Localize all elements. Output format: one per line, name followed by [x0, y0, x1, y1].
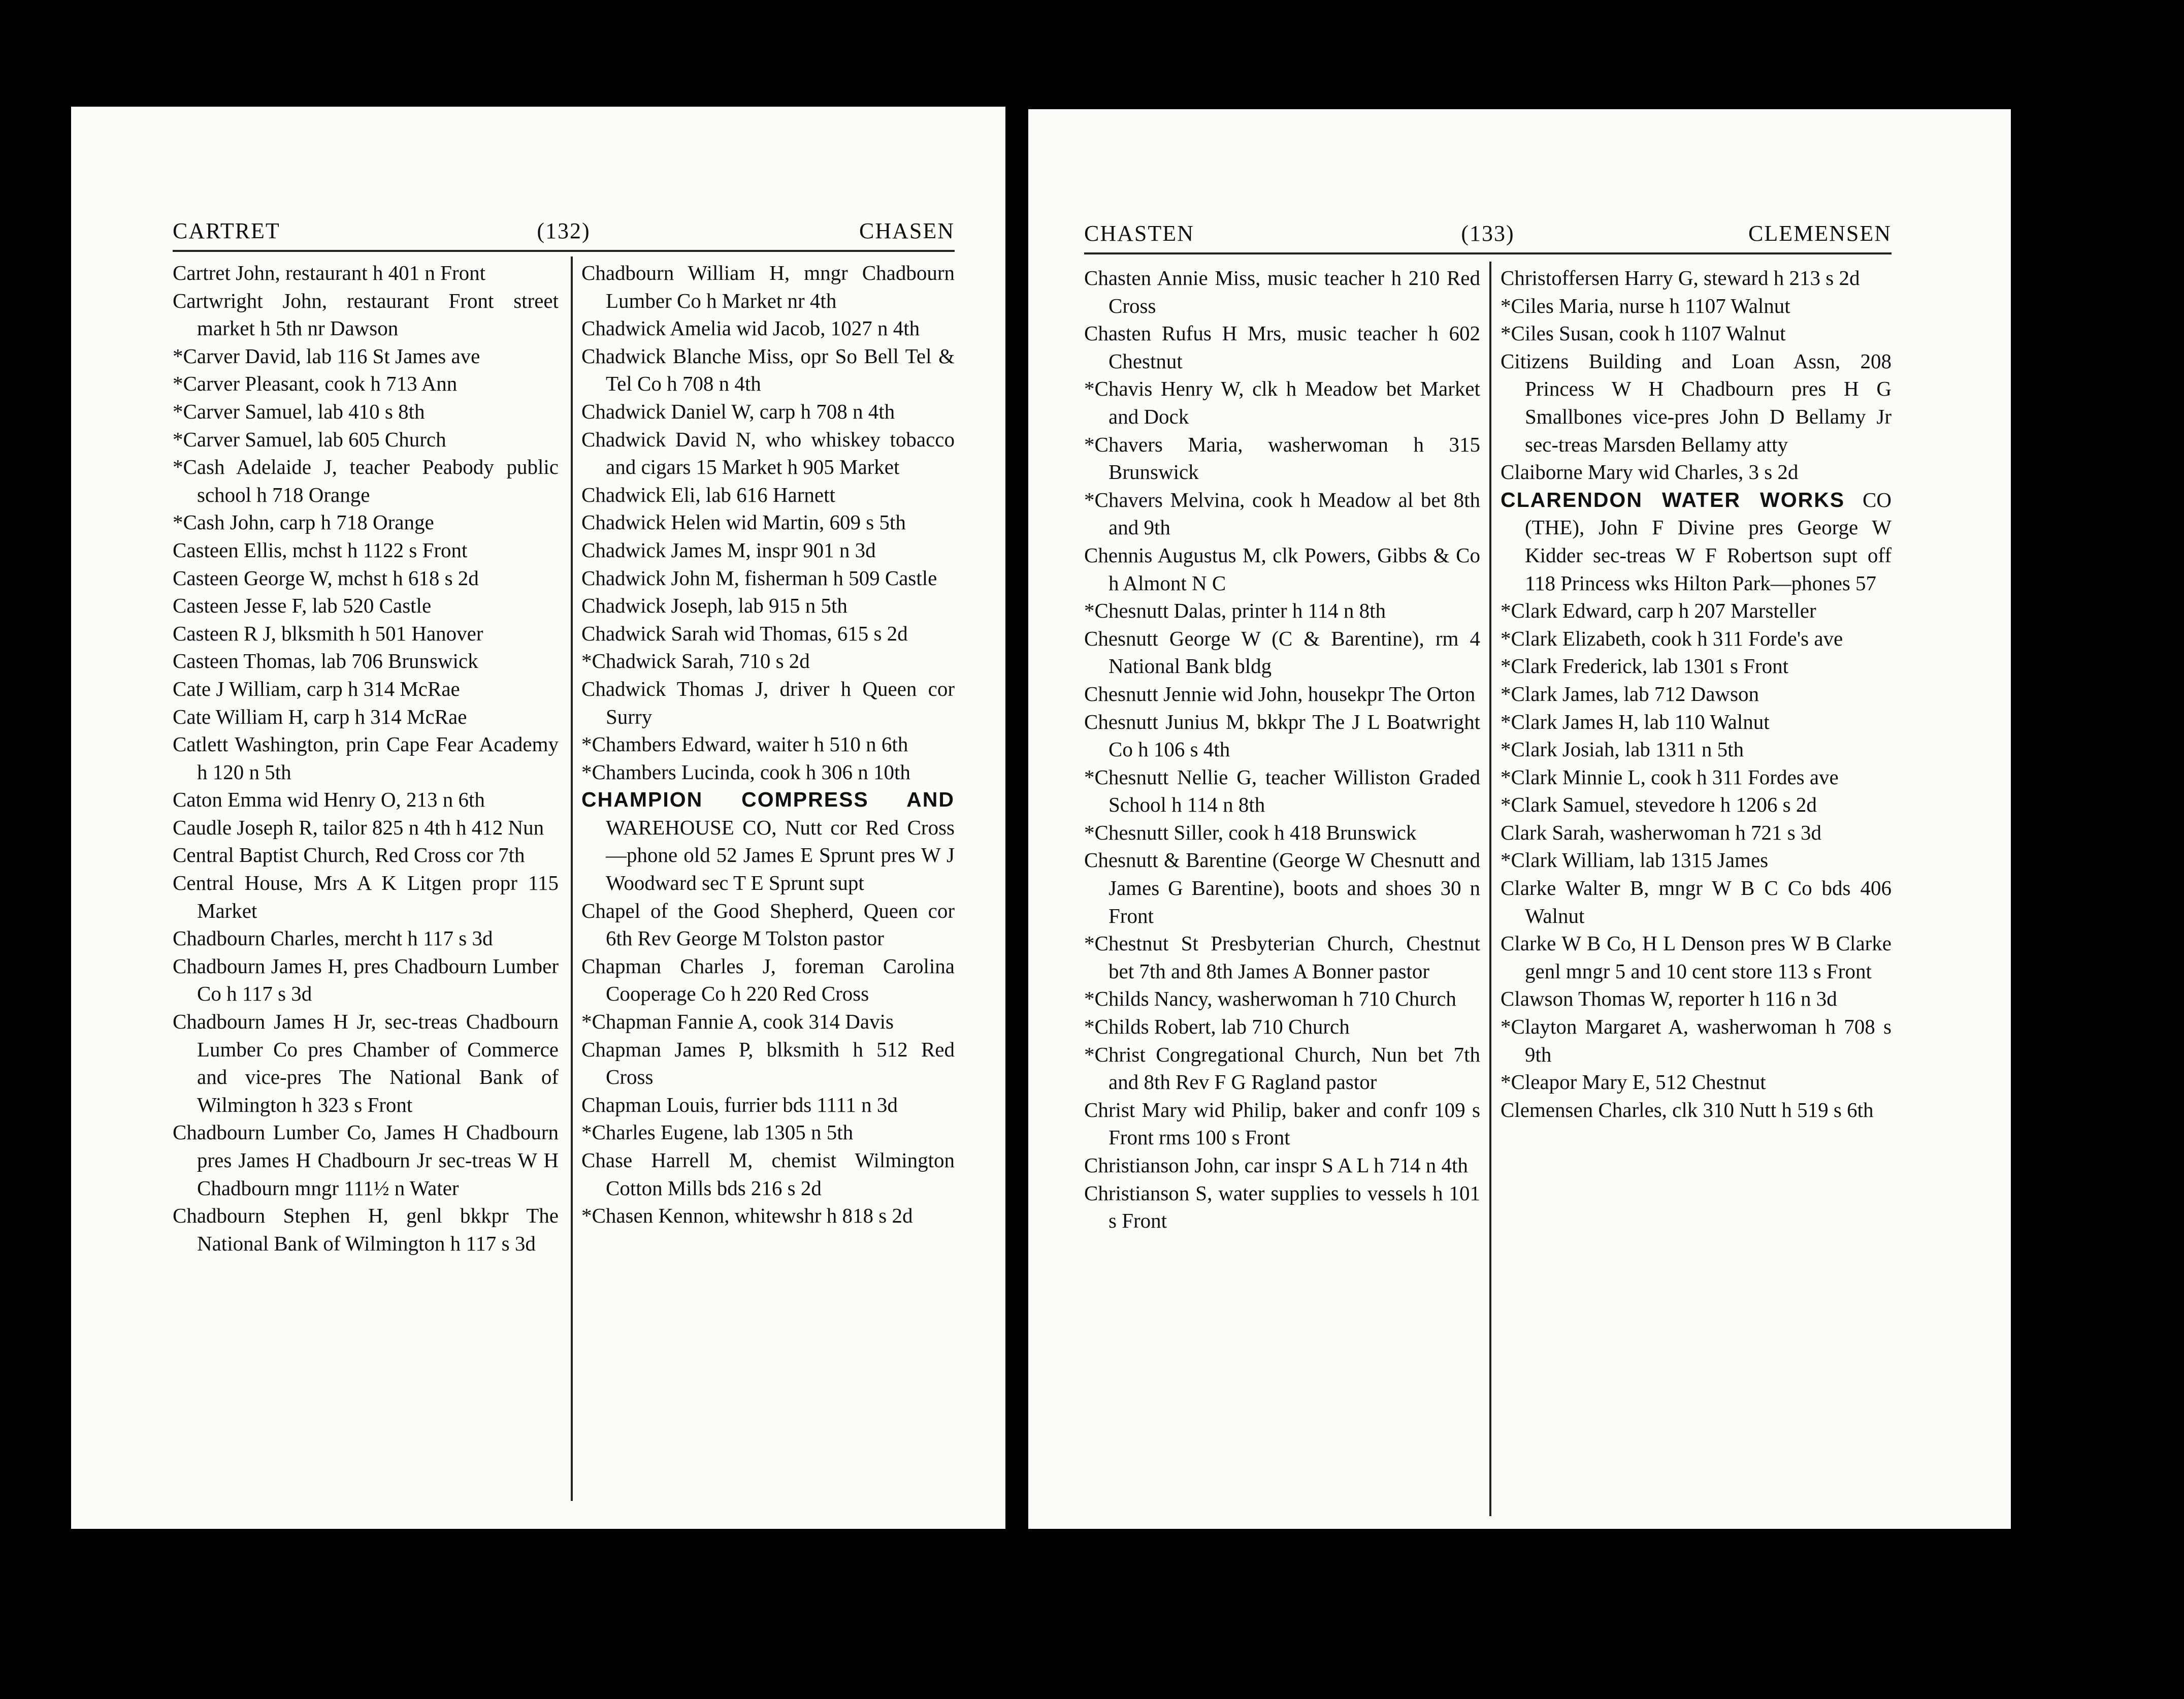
directory-entry: *Chapman Fannie A, cook 314 Davis [581, 1010, 894, 1034]
directory-entry: Chasten Annie Miss, music teacher h 210 Red Cross [1084, 266, 1480, 317]
directory-entry: Christianson S, water supplies to vessels h 101 s Front [1084, 1181, 1480, 1233]
left-column-divider [571, 257, 573, 1501]
directory-entry: Casteen George W, mchst h 618 s 2d [173, 566, 479, 590]
directory-entry: Central Baptist Church, Red Cross cor 7th [173, 843, 525, 867]
directory-entry: Chase Harrell M, chemist Wilmington Cotton Mills bds 216 s 2d [581, 1148, 955, 1200]
left-header-first-entry: CARTRET [173, 218, 280, 243]
left-page-header [173, 216, 955, 246]
directory-entry: Clemensen Charles, clk 310 Nutt h 519 s 6th [1501, 1098, 1874, 1121]
directory-entry: Chadbourn William H, mngr Chadbourn Lumber Co h Market nr 4th [581, 261, 955, 312]
directory-entry: Casteen Jesse F, lab 520 Castle [173, 594, 432, 618]
directory-entry: *Charles Eugene, lab 1305 n 5th [581, 1120, 854, 1144]
directory-entry: *Cash Adelaide J, teacher Peabody public school h 718 Orange [173, 455, 559, 506]
directory-entry: *Clark Elizabeth, cook h 311 Forde's ave [1501, 626, 1843, 650]
directory-entry: Chesnutt & Barentine (George W Chesnutt and James G Barentine), boots and shoes 30 n Front [1084, 848, 1480, 927]
right-header-first-entry: CHASTEN [1084, 221, 1194, 246]
directory-entry: *Chasen Kennon, whitewshr h 818 s 2d [581, 1204, 913, 1228]
directory-entry: Casteen R J, blksmith h 501 Hanover [173, 621, 483, 645]
directory-entry: *Clark James, lab 712 Dawson [1501, 682, 1759, 706]
directory-entry: *Chambers Lucinda, cook h 306 n 10th [581, 760, 910, 784]
directory-entry: Chadwick John M, fisherman h 509 Castle [581, 566, 937, 590]
directory-entry: *Clayton Margaret A, washerwoman h 708 s 9th [1501, 1015, 1892, 1066]
directory-entry: *Chadwick Sarah, 710 s 2d [581, 649, 810, 673]
left-page [71, 107, 1005, 1529]
directory-entry: Catlett Washington, prin Cape Fear Academy h 120 n 5th [173, 732, 559, 784]
right-header-last-entry: CLEMENSEN [1748, 221, 1892, 246]
directory-entry: Chennis Augustus M, clk Powers, Gibbs & Co h Almont N C [1084, 543, 1480, 595]
right-page-number: (133) [1461, 221, 1515, 246]
directory-entry: Casteen Ellis, mchst h 1122 s Front [173, 538, 468, 562]
directory-entry: Chadbourn James H, pres Chadbourn Lumber Co h 117 s 3d [173, 954, 559, 1006]
directory-entry: Chapel of the Good Shepherd, Queen cor 6th Rev George M Tolston pastor [581, 899, 955, 950]
right-page-header [1084, 218, 1892, 249]
directory-entry: Chadbourn Stephen H, genl bkkpr The National Bank of Wilmington h 117 s 3d [173, 1204, 559, 1255]
right-header-rule [1084, 252, 1892, 254]
directory-entry: *Carver Pleasant, cook h 713 Ann [173, 372, 458, 396]
left-header-rule [173, 250, 955, 252]
left-column-1 [173, 259, 559, 1257]
directory-entry: Caton Emma wid Henry O, 213 n 6th [173, 788, 485, 812]
directory-entry-featured [581, 786, 955, 896]
directory-entry: Chadbourn Charles, mercht h 117 s 3d [173, 926, 493, 950]
directory-entry: *Clark Samuel, stevedore h 1206 s 2d [1501, 793, 1817, 817]
directory-entry: *Clark Josiah, lab 1311 n 5th [1501, 738, 1744, 761]
directory-entry: Citizens Building and Loan Assn, 208 Princess W H Chadbourn pres H G Smallbones vice-pres John D Bellamy Jr sec-treas Marsden Bellamy atty [1501, 349, 1892, 456]
left-column-2 [581, 259, 955, 1230]
directory-entry: *Carver David, lab 116 St James ave [173, 344, 480, 368]
directory-entry: Chadbourn Lumber Co, James H Chadbourn pres James H Chadbourn Jr sec-treas W H Chadbourn mngr 111½ n Water [173, 1120, 559, 1200]
directory-entry: *Cleapor Mary E, 512 Chestnut [1501, 1070, 1766, 1094]
directory-entry: Chadwick Daniel W, carp h 708 n 4th [581, 399, 895, 423]
directory-entry-featured [1501, 486, 1892, 597]
directory-entry: Clarke W B Co, H L Denson pres W B Clarke genl mngr 5 and 10 cent store 113 s Front [1501, 932, 1892, 983]
directory-entry: Christoffersen Harry G, steward h 213 s 2d [1501, 266, 1860, 290]
directory-entry: Cartret John, restaurant h 401 n Front [173, 261, 486, 284]
directory-entry: *Carver Samuel, lab 410 s 8th [173, 399, 425, 423]
directory-entry: Chadwick Helen wid Martin, 609 s 5th [581, 510, 906, 534]
featured-company-details: WAREHOUSE CO, Nutt cor Red Cross—phone old 52 James E Sprunt pres W J Woodward sec T E Sprunt supt [606, 815, 955, 895]
directory-entry: *Chesnutt Dalas, printer h 114 n 8th [1084, 599, 1386, 623]
directory-entry: *Clark Edward, carp h 207 Marsteller [1501, 599, 1816, 623]
directory-entry: Chadbourn James H Jr, sec-treas Chadbourn Lumber Co pres Chamber of Commerce and vice-pres The National Bank of Wilmington h 323 s Front [173, 1010, 559, 1116]
directory-entry: Casteen Thomas, lab 706 Brunswick [173, 649, 478, 673]
directory-entry: *Christ Congregational Church, Nun bet 7th and 8th Rev F G Ragland pastor [1084, 1042, 1480, 1094]
featured-company-details: CO (THE), John F Divine pres George W Kidder sec-treas W F Robertson supt off 118 Princess wks Hilton Park—phones 57 [1525, 488, 1892, 595]
directory-entry: Claiborne Mary wid Charles, 3 s 2d [1501, 460, 1799, 484]
directory-entry: *Chestnut St Presbyterian Church, Chestnut bet 7th and 8th James A Bonner pastor [1084, 932, 1480, 983]
directory-entry: Cate J William, carp h 314 McRae [173, 677, 460, 700]
directory-entry: Chadwick James M, inspr 901 n 3d [581, 538, 876, 562]
directory-entry: Chasten Rufus H Mrs, music teacher h 602 Chestnut [1084, 322, 1480, 373]
left-header-last-entry: CHASEN [859, 218, 955, 243]
directory-entry: *Ciles Susan, cook h 1107 Walnut [1501, 322, 1786, 345]
featured-company-name: CHAMPION COMPRESS AND [581, 788, 955, 812]
directory-entry: *Ciles Maria, nurse h 1107 Walnut [1501, 294, 1790, 317]
directory-entry: *Carver Samuel, lab 605 Church [173, 427, 446, 451]
directory-entry: Chadwick Sarah wid Thomas, 615 s 2d [581, 621, 908, 645]
directory-entry: Chadwick Eli, lab 616 Harnett [581, 483, 835, 506]
directory-entry: *Clark Minnie L, cook h 311 Fordes ave [1501, 765, 1839, 789]
directory-entry: Chadwick Blanche Miss, opr So Bell Tel & Tel Co h 708 n 4th [581, 344, 955, 396]
directory-entry: *Clark Frederick, lab 1301 s Front [1501, 654, 1789, 678]
directory-entry: Chadwick Thomas J, driver h Queen cor Surry [581, 677, 955, 728]
directory-entry: *Chambers Edward, waiter h 510 n 6th [581, 732, 908, 756]
directory-entry: Caudle Joseph R, tailor 825 n 4th h 412 Nun [173, 815, 544, 839]
directory-entry: Chapman Louis, furrier bds 1111 n 3d [581, 1093, 898, 1116]
right-column-2 [1501, 264, 1892, 1124]
right-page [1028, 109, 2011, 1529]
directory-entry: Christ Mary wid Philip, baker and confr 109 s Front rms 100 s Front [1084, 1098, 1480, 1149]
directory-entry: Cartwright John, restaurant Front street market h 5th nr Dawson [173, 288, 559, 340]
directory-entry: Chapman James P, blksmith h 512 Red Cross [581, 1037, 955, 1089]
directory-entry: Clarke Walter B, mngr W B C Co bds 406 Walnut [1501, 876, 1892, 927]
directory-entry: Clawson Thomas W, reporter h 116 n 3d [1501, 987, 1837, 1011]
right-column-divider [1489, 262, 1491, 1516]
directory-entry: Chesnutt Junius M, bkkpr The J L Boatwright Co h 106 s 4th [1084, 710, 1480, 761]
directory-entry: Chadwick Joseph, lab 915 n 5th [581, 594, 847, 618]
right-column-1 [1084, 264, 1480, 1235]
left-page-number: (132) [537, 218, 591, 243]
directory-entry: Chadwick David N, who whiskey tobacco and cigars 15 Market h 905 Market [581, 427, 955, 479]
directory-entry: *Chavis Henry W, clk h Meadow bet Market and Dock [1084, 377, 1480, 428]
directory-entry: Clark Sarah, washerwoman h 721 s 3d [1501, 820, 1821, 844]
directory-entry: *Cash John, carp h 718 Orange [173, 510, 434, 534]
directory-entry: Chesnutt Jennie wid John, housekpr The Orton [1084, 682, 1476, 706]
directory-entry: Chadwick Amelia wid Jacob, 1027 n 4th [581, 316, 920, 340]
directory-entry: Chesnutt George W (C & Barentine), rm 4 National Bank bldg [1084, 626, 1480, 678]
directory-entry: *Clark William, lab 1315 James [1501, 848, 1769, 872]
featured-company-name: CLARENDON WATER WORKS [1501, 488, 1845, 511]
directory-entry: *Chavers Maria, washerwoman h 315 Brunswick [1084, 432, 1480, 484]
directory-entry: *Childs Robert, lab 710 Church [1084, 1015, 1350, 1039]
directory-entry: *Clark James H, lab 110 Walnut [1501, 710, 1770, 733]
directory-entry: Chapman Charles J, foreman Carolina Cooperage Co h 220 Red Cross [581, 954, 955, 1006]
directory-entry: *Chesnutt Nellie G, teacher Williston Graded School h 114 n 8th [1084, 765, 1480, 817]
directory-entry: *Chavers Melvina, cook h Meadow al bet 8th and 9th [1084, 488, 1480, 539]
directory-entry: Cate William H, carp h 314 McRae [173, 704, 467, 728]
directory-entry: *Childs Nancy, washerwoman h 710 Church [1084, 987, 1456, 1011]
directory-entry: *Chesnutt Siller, cook h 418 Brunswick [1084, 820, 1417, 844]
directory-entry: Central House, Mrs A K Litgen propr 115 Market [173, 871, 559, 922]
directory-entry: Christianson John, car inspr S A L h 714 n 4th [1084, 1153, 1468, 1177]
